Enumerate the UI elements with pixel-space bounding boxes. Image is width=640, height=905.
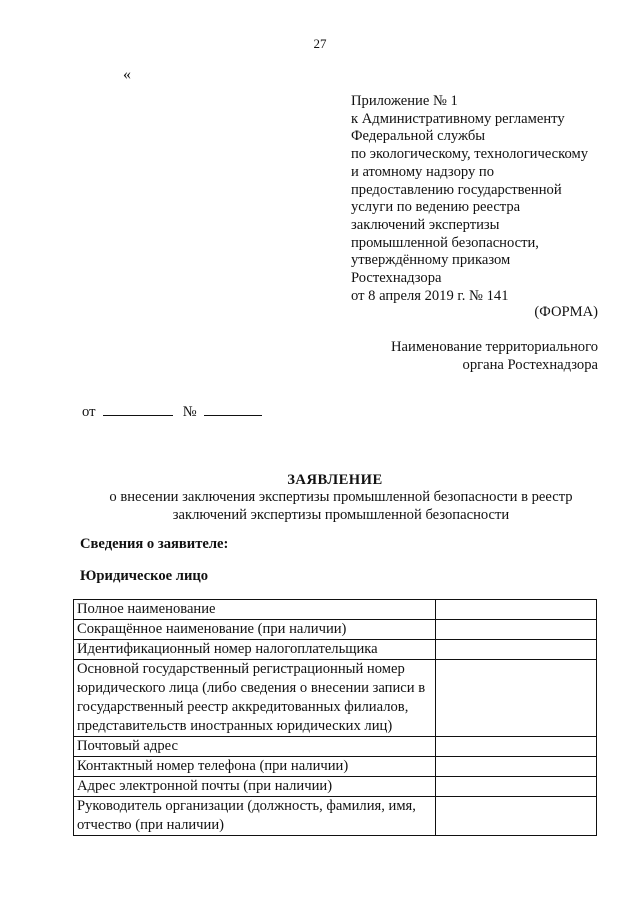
table-row [74,737,597,757]
subtitle-line: заключений экспертизы промышленной безопасности [172,506,510,523]
table-row [74,640,597,660]
appendix-line: Приложение № 1 [351,93,458,109]
date-blank-field[interactable] [103,402,173,416]
table-row [74,620,597,640]
row-value-cell[interactable] [436,620,597,640]
table-row [74,600,597,620]
applicant-info-heading: Сведения о заявителе: [80,536,229,552]
legal-entity-table [73,599,597,836]
from-label: от [82,404,96,420]
opening-quote-mark: « [123,66,131,83]
row-label: Адрес электронной почты (при наличии) [74,777,436,797]
number-label: № [182,404,197,420]
table-row [74,777,597,797]
row-label: Основной государственный регистрационный номер юридического лица (либо сведения о внесении записи в государственный реестр аккредитованных филиалов, представительств иностранных юридических лиц) [74,660,436,737]
number-blank-field[interactable] [204,402,262,416]
legal-entity-heading: Юридическое лицо [80,568,209,584]
row-value-cell[interactable] [436,797,597,836]
appendix-line: Ростехнадзора [351,270,442,287]
appendix-line: заключений экспертизы [351,216,500,233]
subtitle-line: о внесении заключения экспертизы промышленной безопасности в реестр [109,489,573,505]
date-number-line [82,402,262,421]
document-subtitle [82,489,600,524]
addressee-block [391,339,598,374]
appendix-line: от 8 апреля 2019 г. № 141 [351,287,509,304]
addressee-line: Наименование территориального [391,339,598,355]
appendix-line: услуги по ведению реестра [351,199,521,216]
form-label: (ФОРМА) [534,304,598,320]
appendix-line: по экологическому, технологическому [351,146,589,163]
row-label: Контактный номер телефона (при наличии) [74,757,436,777]
row-label: Идентификационный номер налогоплательщика [74,640,436,660]
appendix-line: и атомному надзору по [351,163,495,180]
table-row [74,797,597,836]
row-value-cell[interactable] [436,737,597,757]
row-label: Почтовый адрес [74,737,436,757]
row-value-cell[interactable] [436,640,597,660]
row-label: Полное наименование [74,600,436,620]
appendix-line: утверждённому приказом [351,252,511,269]
row-value-cell[interactable] [436,660,597,737]
row-value-cell[interactable] [436,777,597,797]
page-number: 27 [313,36,327,51]
table-row [74,660,597,737]
row-value-cell[interactable] [436,757,597,777]
row-label: Руководитель организации (должность, фамилия, имя, отчество (при наличии) [74,797,436,836]
appendix-header [351,93,588,305]
addressee-line: органа Ростехнадзора [462,356,598,373]
row-label: Сокращённое наименование (при наличии) [74,620,436,640]
appendix-line: предоставлению государственной [351,181,562,198]
document-title: ЗАЯВЛЕНИЕ [287,472,383,488]
table-row [74,757,597,777]
row-value-cell[interactable] [436,600,597,620]
appendix-line: промышленной безопасности, [351,234,539,251]
appendix-line: к Административному регламенту [351,110,565,127]
appendix-line: Федеральной службы [351,128,486,145]
